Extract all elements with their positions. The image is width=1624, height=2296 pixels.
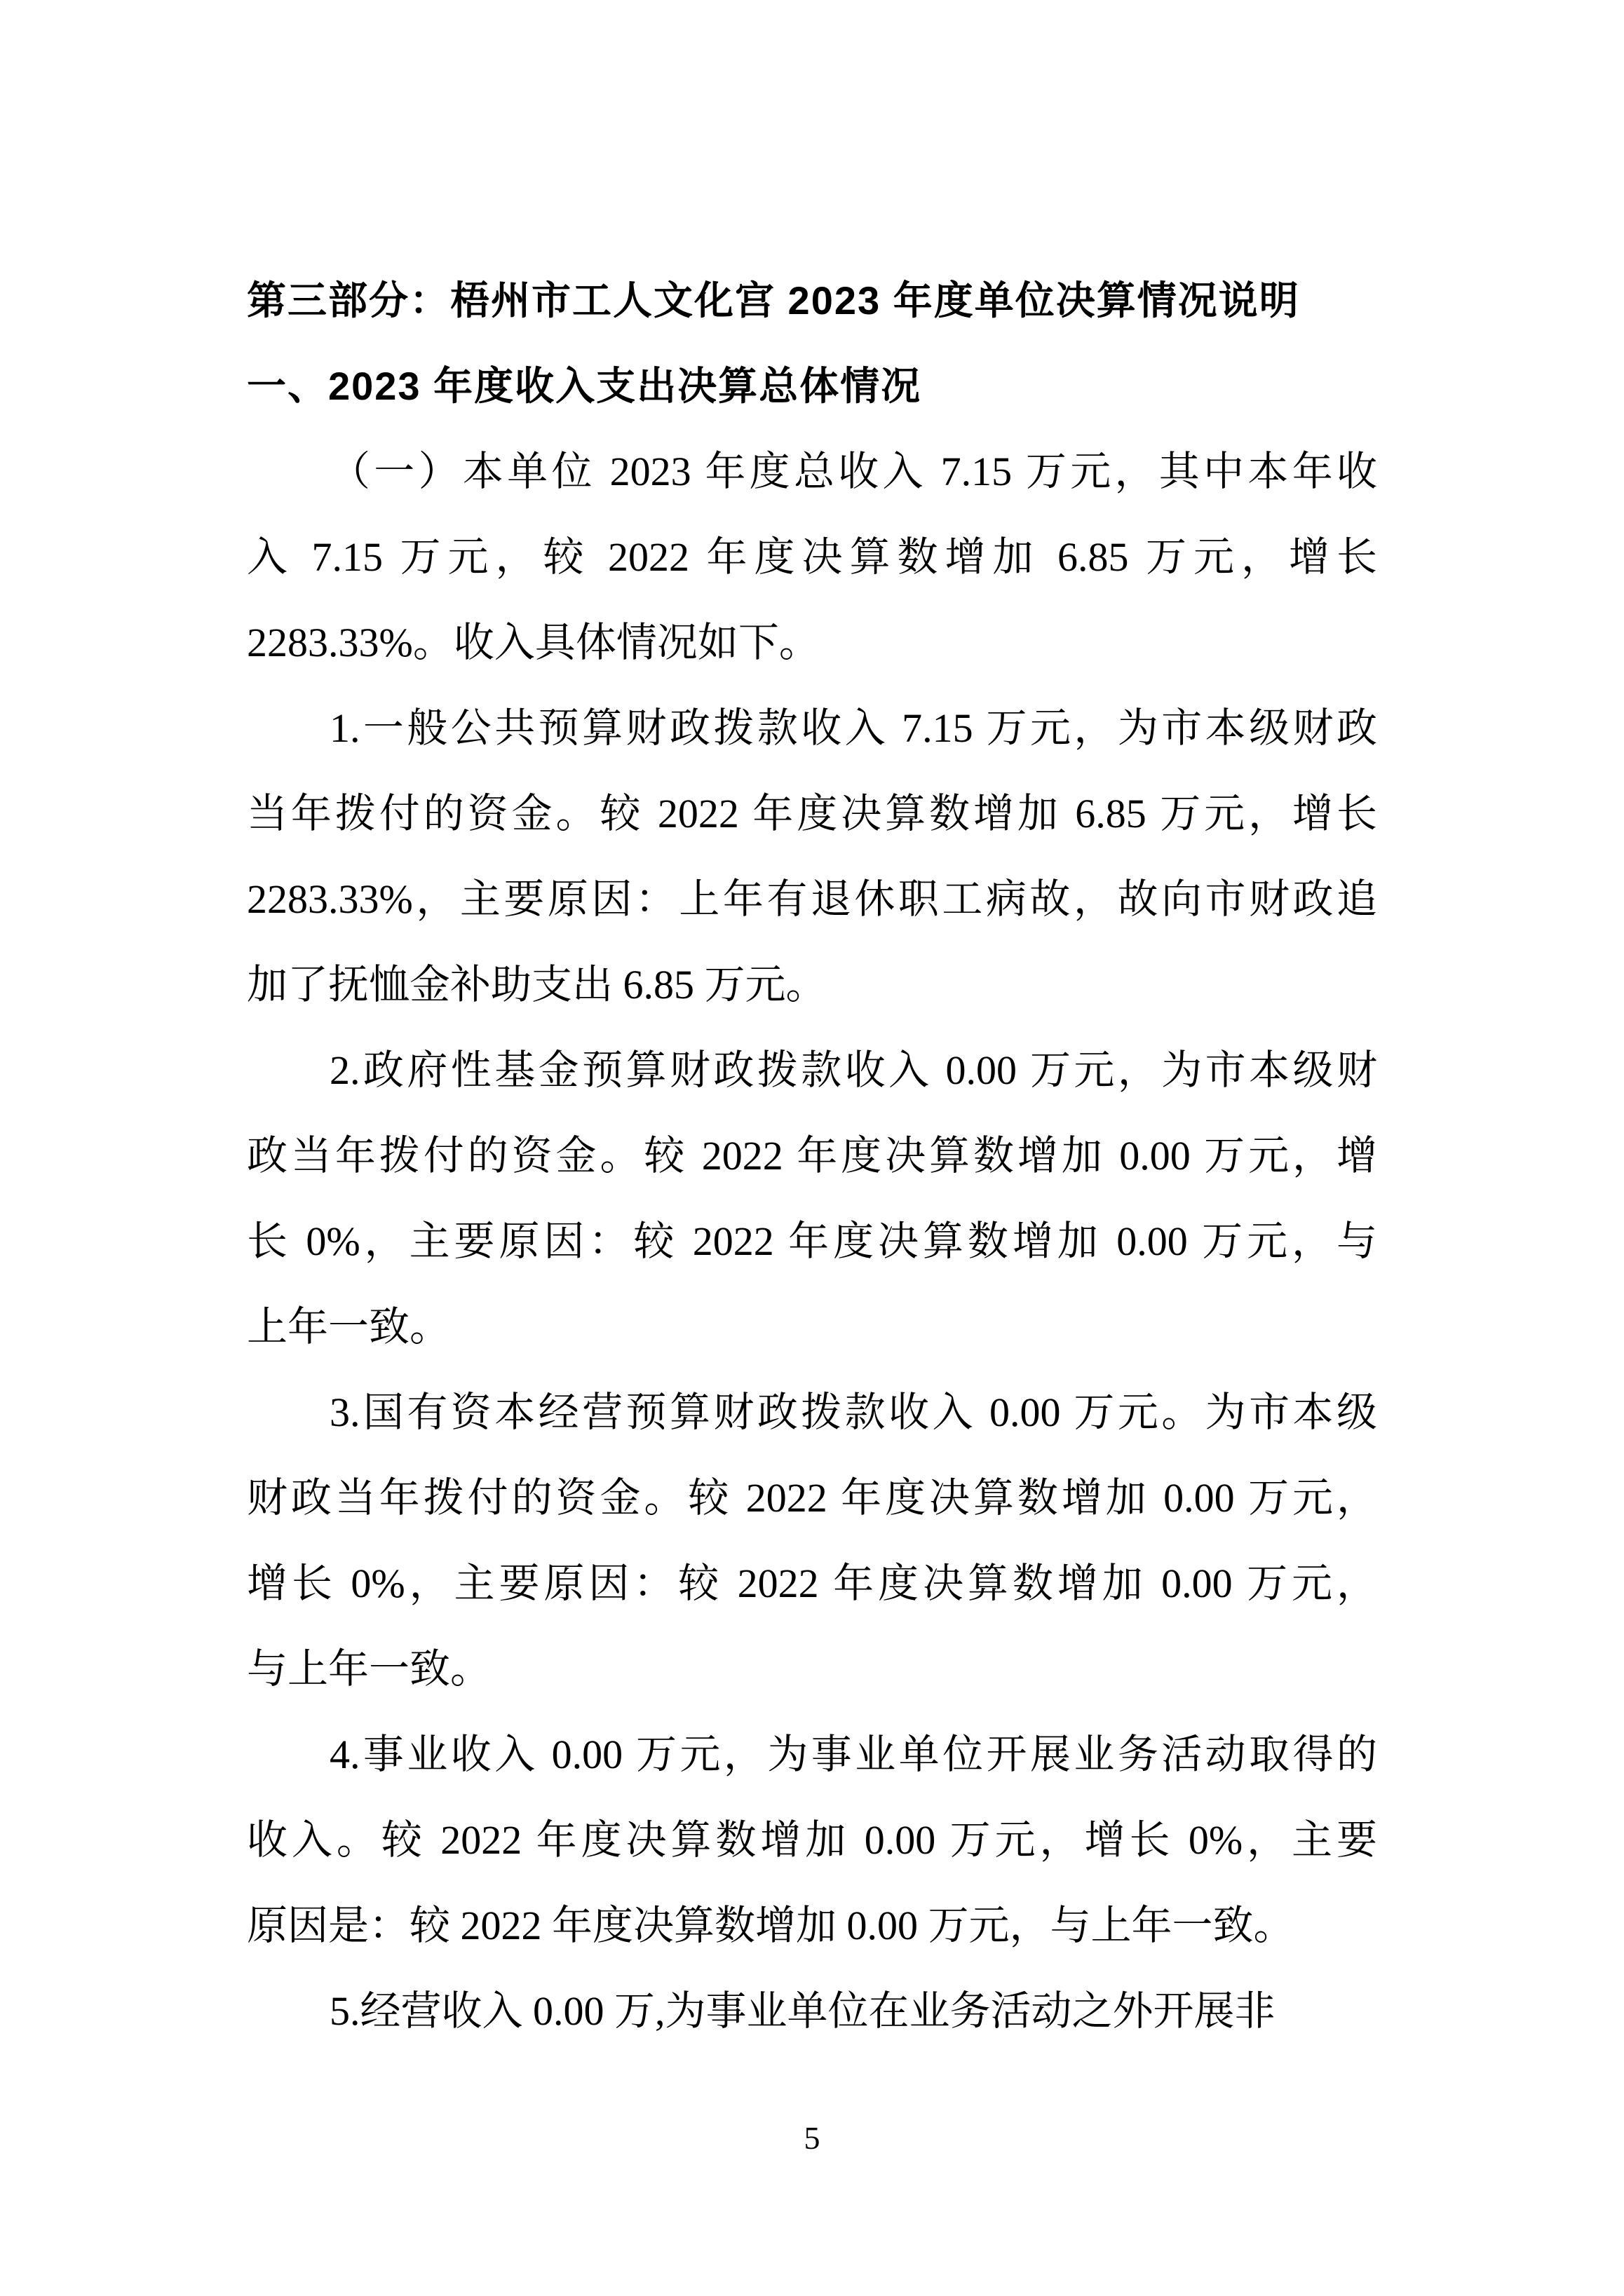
paragraph-line: 财政当年拨付的资金。较 2022 年度决算数增加 0.00 万元， — [247, 1475, 1377, 1521]
paragraph-line: 加了抚恤金补助支出 6.85 万元。 — [247, 962, 827, 1007]
section-heading: 一、2023 年度收入支出决算总体情况 — [247, 364, 922, 408]
paragraph-line: 政当年拨付的资金。较 2022 年度决算数增加 0.00 万元，增 — [247, 1133, 1377, 1178]
paragraph — [247, 1712, 1377, 1969]
paragraph — [247, 1028, 1377, 1370]
paragraph-line: 1.一般公共预算财政拨款收入 7.15 万元，为市本级财政 — [330, 705, 1377, 751]
paragraph-line: 增长 0%，主要原因：较 2022 年度决算数增加 0.00 万元， — [247, 1561, 1377, 1606]
paragraph-line: 2283.33%。收入具体情况如下。 — [247, 620, 820, 665]
paragraph-line: 入 7.15 万元，较 2022 年度决算数增加 6.85 万元，增长 — [247, 534, 1377, 580]
paragraph-line: 收入。较 2022 年度决算数增加 0.00 万元，增长 0%，主要 — [247, 1817, 1377, 1863]
paragraph — [247, 1370, 1377, 1712]
paragraph-line: 4.事业收入 0.00 万元，为事业单位开展业务活动取得的 — [330, 1732, 1377, 1777]
paragraph-line: 2.政府性基金预算财政拨款收入 0.00 万元，为市本级财 — [330, 1047, 1377, 1093]
paragraph-line: 3.国有资本经营预算财政拨款收入 0.00 万元。为市本级 — [330, 1390, 1377, 1435]
paragraph-line: 2283.33%，主要原因：上年有退休职工病故，故向市财政追 — [247, 876, 1377, 922]
paragraph-line: 原因是：较 2022 年度决算数增加 0.00 万元，与上年一致。 — [247, 1903, 1294, 1948]
paragraph-line: 5.经营收入 0.00 万,为事业单位在业务活动之外开展非 — [330, 1988, 1275, 2034]
paragraph-line: 与上年一致。 — [247, 1646, 492, 1692]
paragraph — [247, 1969, 1377, 2054]
paragraph-line: 长 0%，主要原因：较 2022 年度决算数增加 0.00 万元，与 — [247, 1218, 1377, 1264]
paragraph-line: 上年一致。 — [247, 1304, 451, 1350]
paragraph-line: 当年拨付的资金。较 2022 年度决算数增加 6.85 万元，增长 — [247, 791, 1377, 836]
paragraph — [247, 686, 1377, 1028]
page-number: 5 — [804, 2120, 820, 2156]
document-body — [247, 429, 1377, 2054]
document-title: 第三部分：梧州市工人文化宫 2023 年度单位决算情况说明 — [247, 278, 1300, 322]
paragraph — [247, 429, 1377, 686]
paragraph-line: （一）本单位 2023 年度总收入 7.15 万元，其中本年收 — [330, 449, 1377, 494]
